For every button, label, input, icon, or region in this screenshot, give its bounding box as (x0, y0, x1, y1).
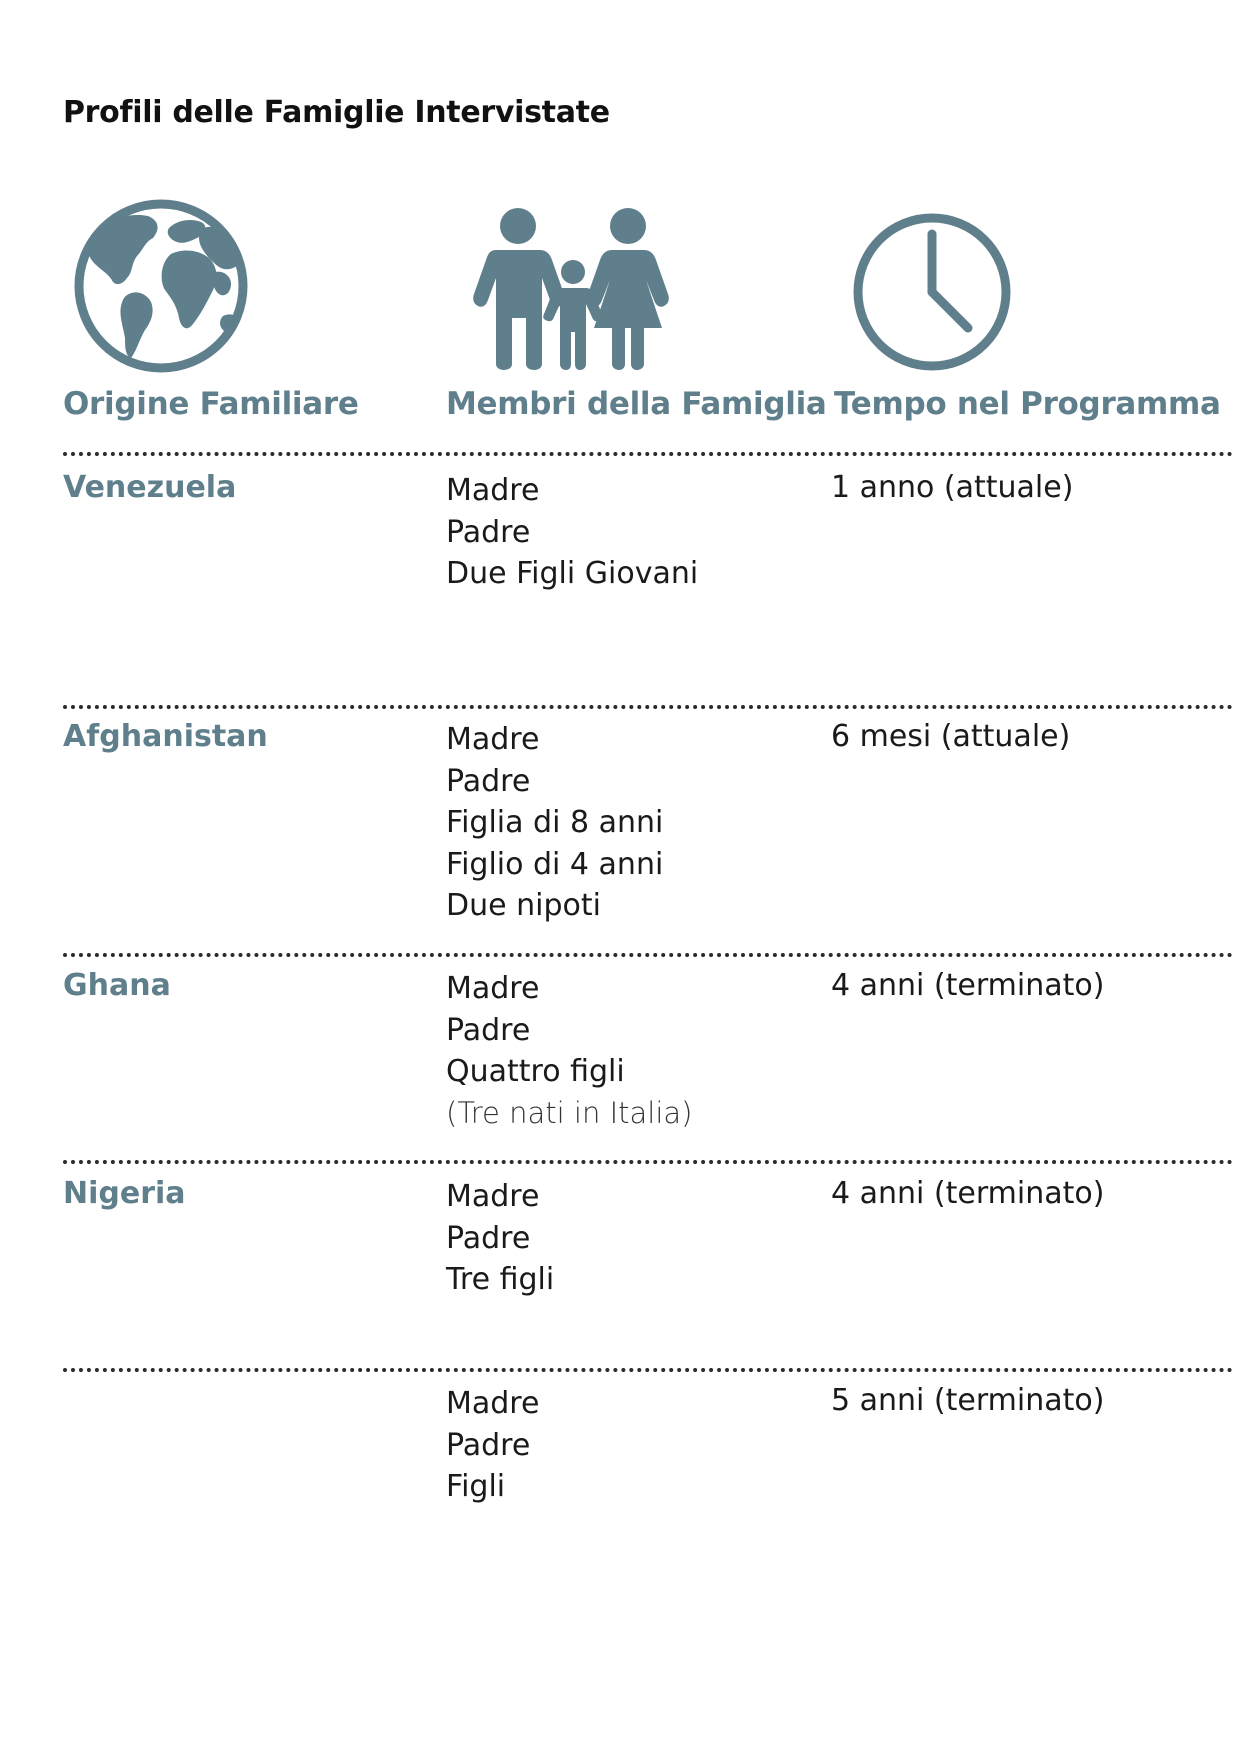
clock-icon (852, 212, 1012, 372)
family-icon (468, 208, 678, 370)
members-list (446, 470, 698, 595)
list-item: Madre (446, 1386, 540, 1421)
list-item: Padre (446, 1427, 531, 1463)
list-item: Figlio di 4 anni (446, 846, 664, 882)
globe-icon (73, 198, 249, 374)
divider (63, 452, 1233, 456)
duration-label: 1 anno (attuale) (831, 470, 1074, 505)
duration-label: 4 anni (terminato) (831, 1176, 1105, 1211)
duration-label: 6 mesi (attuale) (831, 719, 1071, 754)
list-item: Padre (446, 763, 531, 799)
list-item: Figlia di 8 anni (446, 805, 664, 840)
divider (63, 1160, 1233, 1164)
list-item: Due nipoti (446, 888, 601, 923)
list-item: Padre (446, 1220, 531, 1256)
duration-label: 4 anni (terminato) (831, 968, 1105, 1003)
origin-label: Venezuela (63, 470, 237, 505)
list-item: Quattro figli (446, 1054, 625, 1089)
members-list (446, 719, 663, 927)
page-title: Profili delle Famiglie Intervistate (63, 95, 610, 130)
origin-label: Afghanistan (63, 719, 268, 754)
divider (63, 953, 1233, 957)
header-origin: Origine Familiare (63, 386, 359, 422)
list-item: Tre figli (446, 1262, 555, 1297)
header-duration: Tempo nel Programma (834, 386, 1221, 422)
list-item: Madre (446, 473, 540, 508)
members-note: (Tre nati in Italia) (446, 1095, 693, 1130)
origin-label: Nigeria (63, 1176, 186, 1211)
divider (63, 1368, 1233, 1372)
list-item: Padre (446, 514, 531, 550)
list-item: Madre (446, 722, 540, 757)
duration-label: 5 anni (terminato) (831, 1383, 1105, 1418)
members-list (446, 1383, 539, 1508)
list-item: Due Figli Giovani (446, 556, 699, 591)
members-list (446, 968, 692, 1134)
header-members: Membri della Famiglia (446, 386, 827, 422)
origin-label: Ghana (63, 968, 171, 1003)
list-item: Madre (446, 971, 540, 1006)
members-list (446, 1176, 554, 1301)
divider (63, 705, 1233, 709)
list-item: Figli (446, 1469, 506, 1504)
list-item: Padre (446, 1012, 531, 1048)
list-item: Madre (446, 1179, 540, 1214)
